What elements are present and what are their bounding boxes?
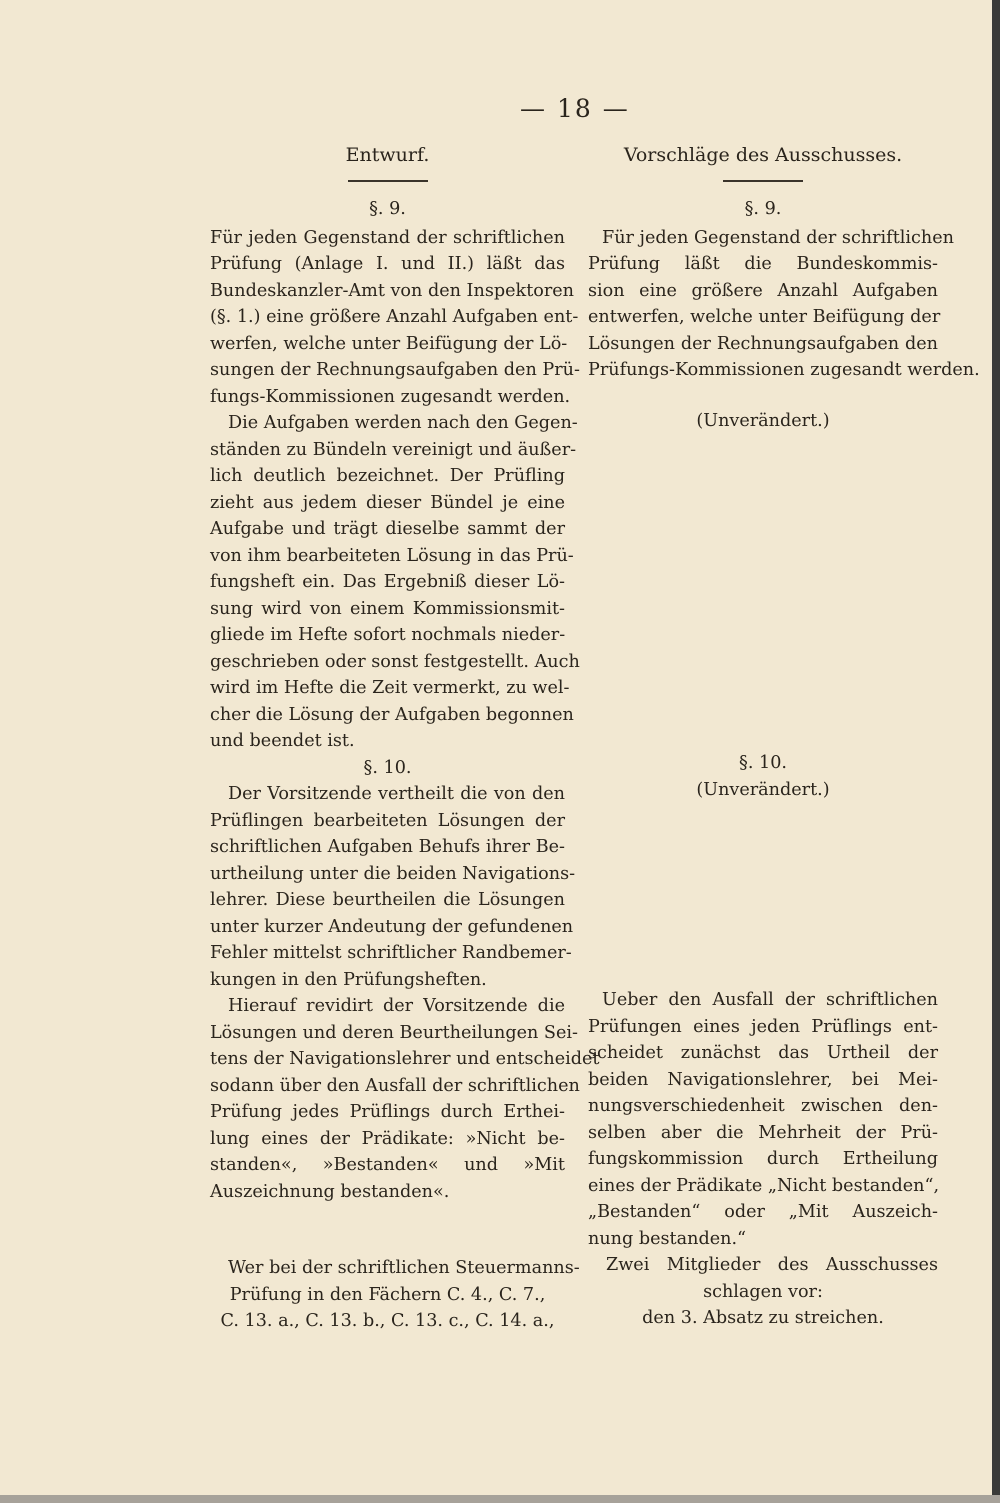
spacer [588,434,938,750]
text-line: Prüfung jedes Prüflings durch Erthei- [210,1102,565,1122]
text-line: lung eines der Prädikate: »Nicht be- [210,1128,565,1149]
text-line: selben aber die Mehrheit der Prü- [588,1122,938,1143]
text-line: sion eine größere Anzahl Aufgaben [588,280,938,301]
left-paragraph-3 [210,781,576,993]
text-line: Für jeden Gegenstand der schriftlichen [210,227,565,248]
text-line: sungen der Rechnungsaufgaben den Prü- [210,360,580,380]
text-line: Prüfung (Anlage I. und II.) läßt das [210,254,565,274]
text-line: Zwei Mitglieder des Ausschusses [606,1255,938,1275]
page-number: — 18 — [520,94,630,123]
text-line: lich deutlich bezeichnet. Der Prüfling [210,466,565,486]
text-line: Auszeichnung bestanden«. [210,1181,450,1202]
text-line: standen«, »Bestanden« und »Mit [210,1155,565,1175]
right-section-10: §. 10. [739,753,787,773]
text-line: Prüfungen eines jeden Prüflings ent- [588,1016,938,1037]
text-line: Prüfungs-Kommissionen zugesandt werden. [588,360,980,380]
text-line: Lösungen der Rechnungsaufgaben den [588,333,938,354]
text-line: Aufgabe und trägt dieselbe sammt der [210,519,565,539]
text-line: nungsverschiedenheit zwischen den- [588,1096,938,1116]
left-column [210,138,600,1335]
text-line: (§. 1.) eine größere Anzahl Aufgaben ent- [210,307,579,327]
left-section-9: §. 9. [369,199,406,219]
text-line: von ihm bearbeiteten Lösung in das Prü- [210,545,574,566]
scan-edge-right [992,0,1000,1503]
text-line: gliede im Hefte sofort nochmals nieder- [210,625,566,645]
text-line: cher die Lösung der Aufgaben begonnen [210,704,574,725]
left-section-10: §. 10. [363,757,412,778]
left-paragraph-4 [210,993,600,1205]
text-line: unter kurzer Andeutung der gefundenen [210,916,574,937]
text-line: urtheilung unter die beiden Navigations- [210,863,576,884]
spacer [588,384,938,408]
text-line: Prüfung in den Fächern C. 4., C. 7., [229,1284,546,1305]
right-paragraph-4: den 3. Absatz zu streichen. [642,1308,884,1328]
text-line: Ueber den Ausfall der schriftlichen [602,990,938,1010]
text-line: kungen in den Prüfungsheften. [210,969,487,990]
right-paragraph-3 [588,1252,938,1305]
text-line: C. 13. a., C. 13. b., C. 13. c., C. 14. a., [220,1311,555,1331]
left-paragraph-2 [210,410,580,755]
left-heading: Entwurf. [345,144,430,166]
right-paragraph-1 [588,225,980,384]
text-line: schlagen vor: [703,1281,823,1302]
text-line: Hierauf revidirt der Vorsitzende die [228,996,565,1016]
left-paragraph-5 [210,1255,580,1335]
text-line: Lösungen und deren Beurtheilungen Sei- [210,1022,578,1043]
text-line: schriftlichen Aufgaben Behufs ihrer Be- [210,837,565,857]
text-line: und beendet ist. [210,731,355,751]
text-line: nung bestanden.“ [588,1228,747,1249]
text-line: fungsheft ein. Das Ergebniß dieser Lö- [210,572,565,592]
text-line: sodann über den Ausfall der schriftlichen [210,1075,580,1096]
text-line: sung wird von einem Kommissionsmit- [210,598,565,619]
text-line: Der Vorsitzende vertheilt die von den [228,784,565,804]
text-line: Fehler mittelst schriftlicher Randbemer- [210,943,572,963]
right-heading: Vorschläge des Ausschusses. [623,144,903,166]
text-line: „Bestanden“ oder „Mit Auszeich- [588,1202,938,1222]
text-line: Die Aufgaben werden nach den Gegen- [228,413,578,433]
text-line: beiden Navigationslehrer, bei Mei- [588,1069,938,1090]
text-line: ständen zu Bündeln vereinigt und äußer- [210,439,577,460]
right-paragraph-2 [588,987,938,1252]
right-unchanged-1: (Unverändert.) [696,410,830,431]
right-unchanged-2: (Unverändert.) [696,779,830,800]
text-line: Prüfung läßt die Bundeskommis- [588,254,938,274]
text-line: Wer bei der schriftlichen Steuermanns- [228,1258,580,1278]
text-line: wird im Hefte die Zeit vermerkt, zu wel- [210,678,570,698]
text-line: Bundeskanzler-Amt von den Inspektoren [210,280,575,301]
text-line: zieht aus jedem dieser Bündel je eine [210,492,565,513]
text-line: scheidet zunächst das Urtheil der [588,1043,938,1063]
heading-rule [723,180,803,182]
spacer [588,803,938,987]
text-line: lehrer. Diese beurtheilen die Lösungen [210,890,565,910]
text-line: fungs-Kommissionen zugesandt werden. [210,386,571,407]
right-section-9: §. 9. [744,199,782,219]
text-line: eines der Prädikate „Nicht bestanden“, [588,1175,940,1196]
text-line: Prüflingen bearbeiteten Lösungen der [210,810,565,831]
scan-edge-bottom [0,1495,1000,1503]
heading-rule [348,180,428,182]
text-line: geschrieben oder sonst festgestellt. Auch [210,651,580,672]
text-line: tens der Navigationslehrer und entscheidet [210,1049,600,1069]
right-column [588,138,980,1332]
text-line: fungskommission durch Ertheilung [588,1149,938,1169]
text-line: werfen, welche unter Beifügung der Lö- [210,333,568,354]
text-line: entwerfen, welche unter Beifügung der [588,307,941,327]
spacer [210,1205,565,1255]
text-line: Für jeden Gegenstand der schriftlichen [602,227,954,248]
left-paragraph-1 [210,225,580,411]
